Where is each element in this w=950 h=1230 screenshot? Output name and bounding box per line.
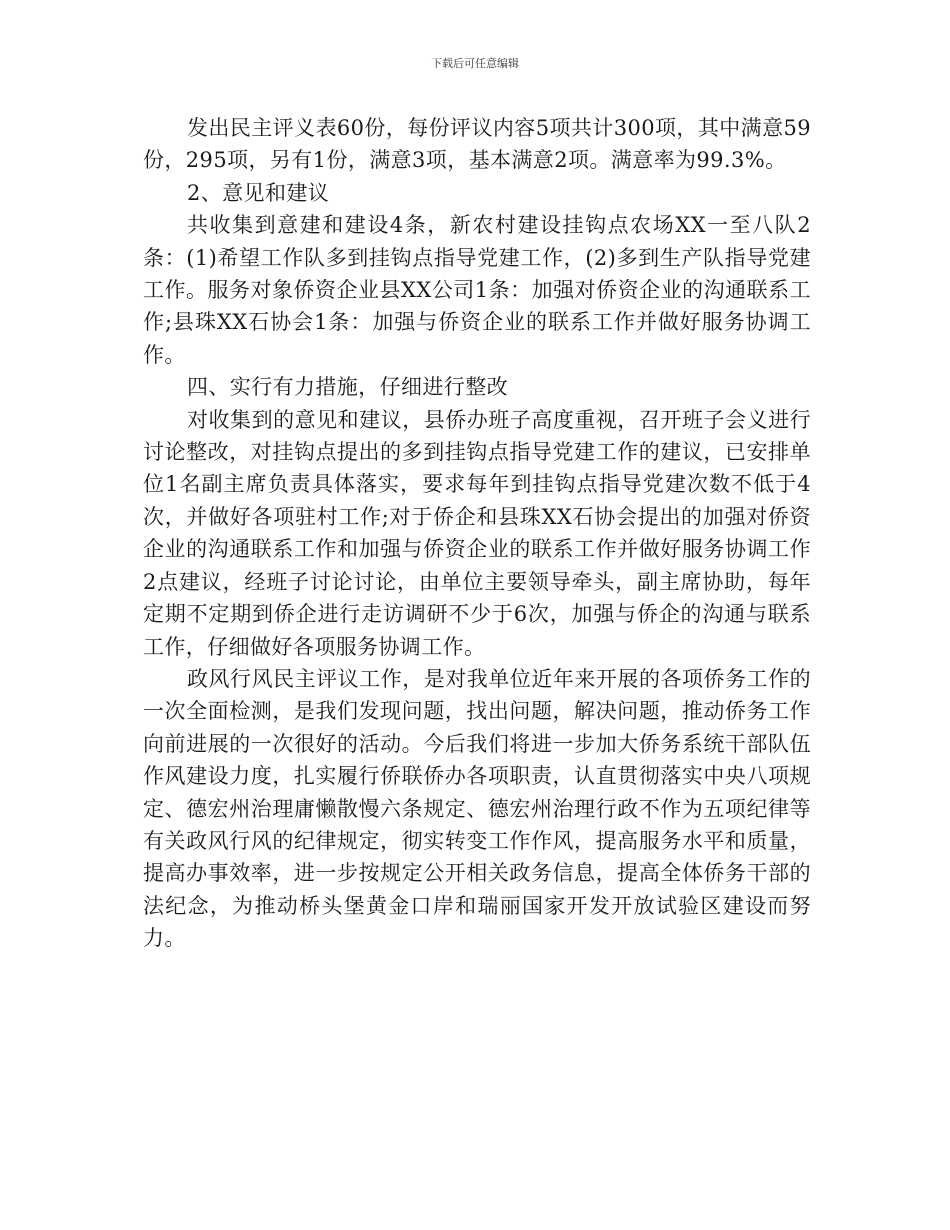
paragraph-opinions-collected: 共收集到意建和建设4条，新农村建设挂钩点农场XX一至八队2条：(1)希望工作队多到挂钩点指导党建工作，(2)多到生产队指导党建工作。服务对象侨资企业县XX公司1条：加强对侨资企业的沟通联系工作;县珠XX石协会1条：加强与侨资企业的联系工作并做好服务协调工作。	[143, 213, 811, 367]
paragraph-evaluation-stats: 发出民主评义表60份，每份评议内容5项共计300项，其中满意59份，295项，另有1份，满意3项，基本满意2项。满意率为99.3%。	[143, 116, 811, 173]
document-body	[143, 112, 811, 955]
paragraph-rectification: 对收集到的意见和建议，县侨办班子高度重视，召开班子会义进行讨论整改，对挂钩点提出的多到挂钩点指导党建工作的建议，已安排单位1名副主席负责具体落实，要求每年到挂钩点指导党建次数不低于4次，并做好各项驻村工作;对于侨企和县珠XX石协会提出的加强对侨资企业的沟通联系工作和加强与侨资企业的联系工作并做好服务协调工作2点建议，经班子讨论讨论，由单位主要领导牵头，副主席协助，每年定期不定期到侨企进行走访调研不少于6次，加强与侨企的沟通与联系工作，仔细做好各项服务协调工作。	[143, 407, 811, 659]
page-header-note: 下载后可任意编辑	[431, 57, 519, 70]
section-heading-opinions: 2、意见和建议	[187, 180, 330, 205]
section-heading-measures: 四、实行有力措施，仔细进行整改	[187, 375, 508, 400]
paragraph-conclusion: 政风行风民主评议工作，是对我单位近年来开展的各项侨务工作的一次全面检测，是我们发现问题，找出问题，解决问题，推动侨务工作向前进展的一次很好的活动。今后我们将进一步加大侨务系统干部队伍作风建设力度，扎实履行侨联侨办各项职责，认直贯彻落实中央八项规定、德宏州治理庸懒散慢六条规定、德宏州治理行政不作为五项纪律等有关政风行风的纪律规定，彻实转变工作作风，提高服务水平和质量，提高办事效率，进一步按规定公开相关政务信息，提高全体侨务干部的法纪念，为推动桥头堡黄金口岸和瑞丽国家开发开放试验区建设而努力。	[143, 666, 811, 951]
